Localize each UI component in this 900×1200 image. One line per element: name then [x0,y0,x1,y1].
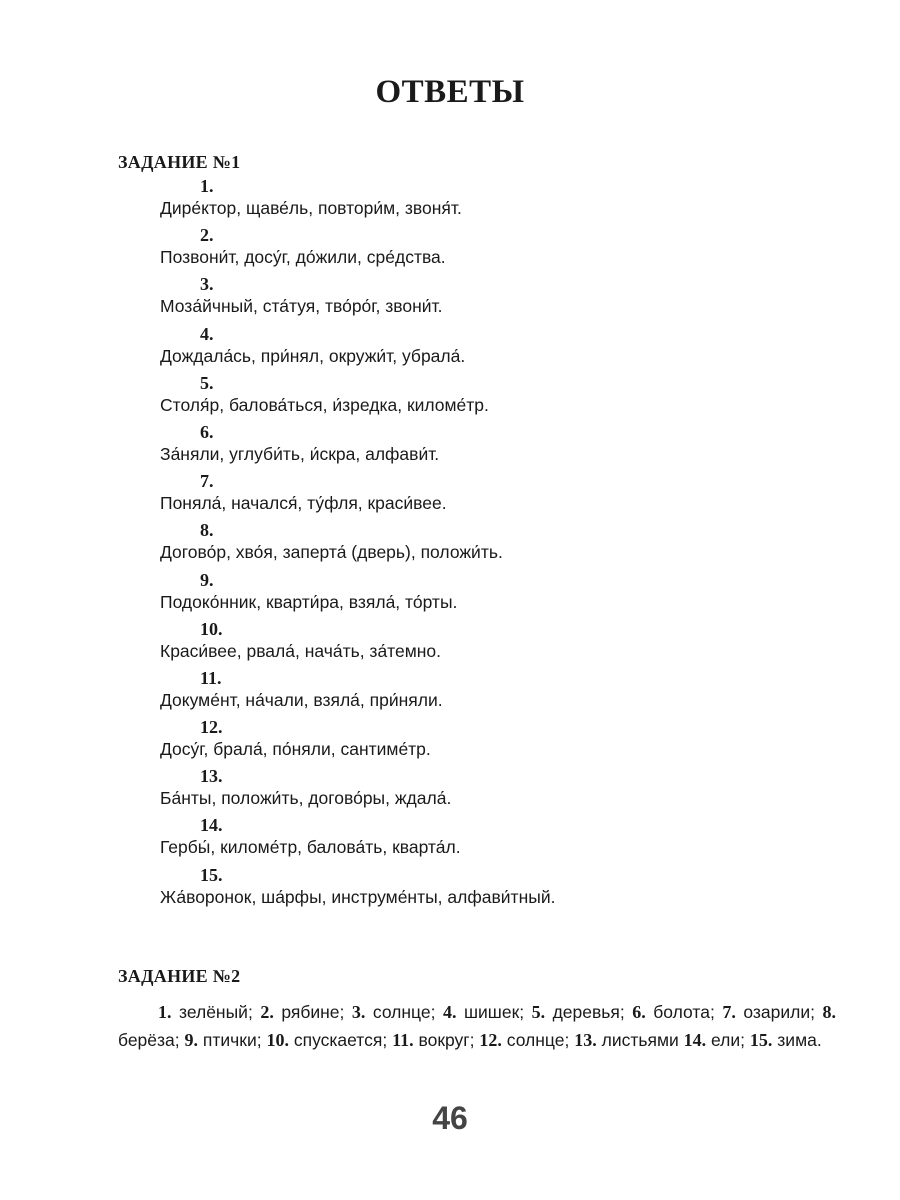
task1-item [0,570,900,619]
item-answer: болота; [653,1002,715,1022]
task1-item [0,373,900,422]
task1-item [0,619,900,668]
task1-item [0,324,900,373]
item-number: 11. [200,667,222,688]
task1-item [0,815,900,864]
item-answer: деревья; [552,1002,625,1022]
item-answer: За́няли, углуби́ть, и́скра, алфави́т. [160,443,440,464]
item-answer: Краси́вее, рвала́, нача́ть, за́темно. [160,640,442,661]
item-number: 6. [632,1002,646,1022]
item-answer: Подоко́нник, кварти́ра, взяла́, то́рты. [160,591,458,612]
item-answer: озарили; [743,1002,815,1022]
item-answer: солнце; [506,1030,570,1050]
item-number: 12. [200,717,223,738]
item-number: 14. [683,1030,707,1050]
item-answer: Докуме́нт, на́чали, взяла́, при́няли. [160,689,443,710]
item-number: 1. [200,176,214,196]
task1-item [0,274,900,323]
page-title: ОТВЕТЫ [375,74,525,110]
item-number: 9. [184,1030,199,1050]
item-number: 2. [200,225,214,246]
item-answer: рябине; [281,1002,345,1022]
item-number: 3. [351,1002,366,1022]
task1-item [0,520,900,569]
task1-item [0,766,900,815]
item-answer: Досу́г, брала́, по́няли, сантиме́тр. [160,739,431,760]
item-number: 7. [200,471,214,492]
item-number: 2. [260,1002,274,1022]
item-number: 10. [200,618,223,639]
task1-item [0,717,900,766]
item-number: 13. [574,1030,597,1050]
item-answer: зима. [777,1030,822,1050]
item-answer: листьями [601,1030,679,1050]
item-number: 6. [200,421,214,442]
item-answer: солнце; [372,1002,436,1022]
task2-answer-paragraph [118,998,836,1054]
item-number: 9. [200,569,214,590]
item-number: 8. [200,520,214,541]
item-number: 5. [200,372,214,393]
item-answer: Догово́р, хво́я, заперта́ (дверь), положи́ть. [160,542,503,563]
task1-item [0,225,900,274]
item-answer: Ба́нты, положи́ть, догово́ры, ждала́. [160,788,452,809]
item-answer: берёза; [118,1030,180,1050]
item-answer: вокруг; [418,1030,475,1050]
item-number: 12. [479,1030,502,1050]
item-number: 15. [749,1030,773,1050]
item-number: 11. [392,1030,414,1050]
item-answer: спускается; [293,1030,388,1050]
item-number: 15. [200,864,223,885]
item-answer: Гербы́, киломе́тр, балова́ть, кварта́л. [160,837,461,858]
item-number: 4. [200,323,214,344]
task1-item [0,422,900,471]
task1-answer-list [0,176,900,914]
item-number: 7. [722,1002,736,1022]
task2-heading: ЗАДАНИЕ №2 [118,966,241,986]
item-answer: ели; [711,1030,746,1050]
task1-item [0,471,900,520]
item-answer: Жа́воронок, ша́рфы, инструме́нты, алфави́тный. [160,886,556,907]
item-answer: Позвони́т, досу́г, до́жили, сре́дства. [160,247,446,268]
item-number: 13. [200,766,223,787]
item-number: 5. [531,1002,546,1022]
item-answer: Дождала́сь, при́нял, окружи́т, убрала́. [160,345,466,366]
item-answer: Моза́йчный, ста́туя, тво́ро́г, звони́т. [160,296,443,317]
task1-item [0,668,900,717]
item-answer: шишек; [463,1002,525,1022]
item-answer: птички; [202,1030,262,1050]
item-number: 3. [200,274,214,295]
item-answer: зелёный; [179,1002,253,1022]
item-number: 8. [822,1002,836,1022]
item-number: 14. [200,815,223,836]
task1-heading: ЗАДАНИЕ №1 [118,152,241,172]
item-number: 4. [442,1002,457,1022]
page-number: 46 [432,1100,468,1136]
item-answer: Поняла́, начался́, ту́фля, краси́вее. [160,493,447,514]
item-answer: Столя́р, балова́ться, и́зредка, киломе́тр. [160,394,489,415]
item-answer: Дире́ктор, щаве́ль, повтори́м, звоня́т. [160,198,462,218]
item-number: 1. [158,1002,172,1022]
item-number: 10. [266,1030,289,1050]
task1-item [0,865,900,914]
task1-item [0,176,900,225]
